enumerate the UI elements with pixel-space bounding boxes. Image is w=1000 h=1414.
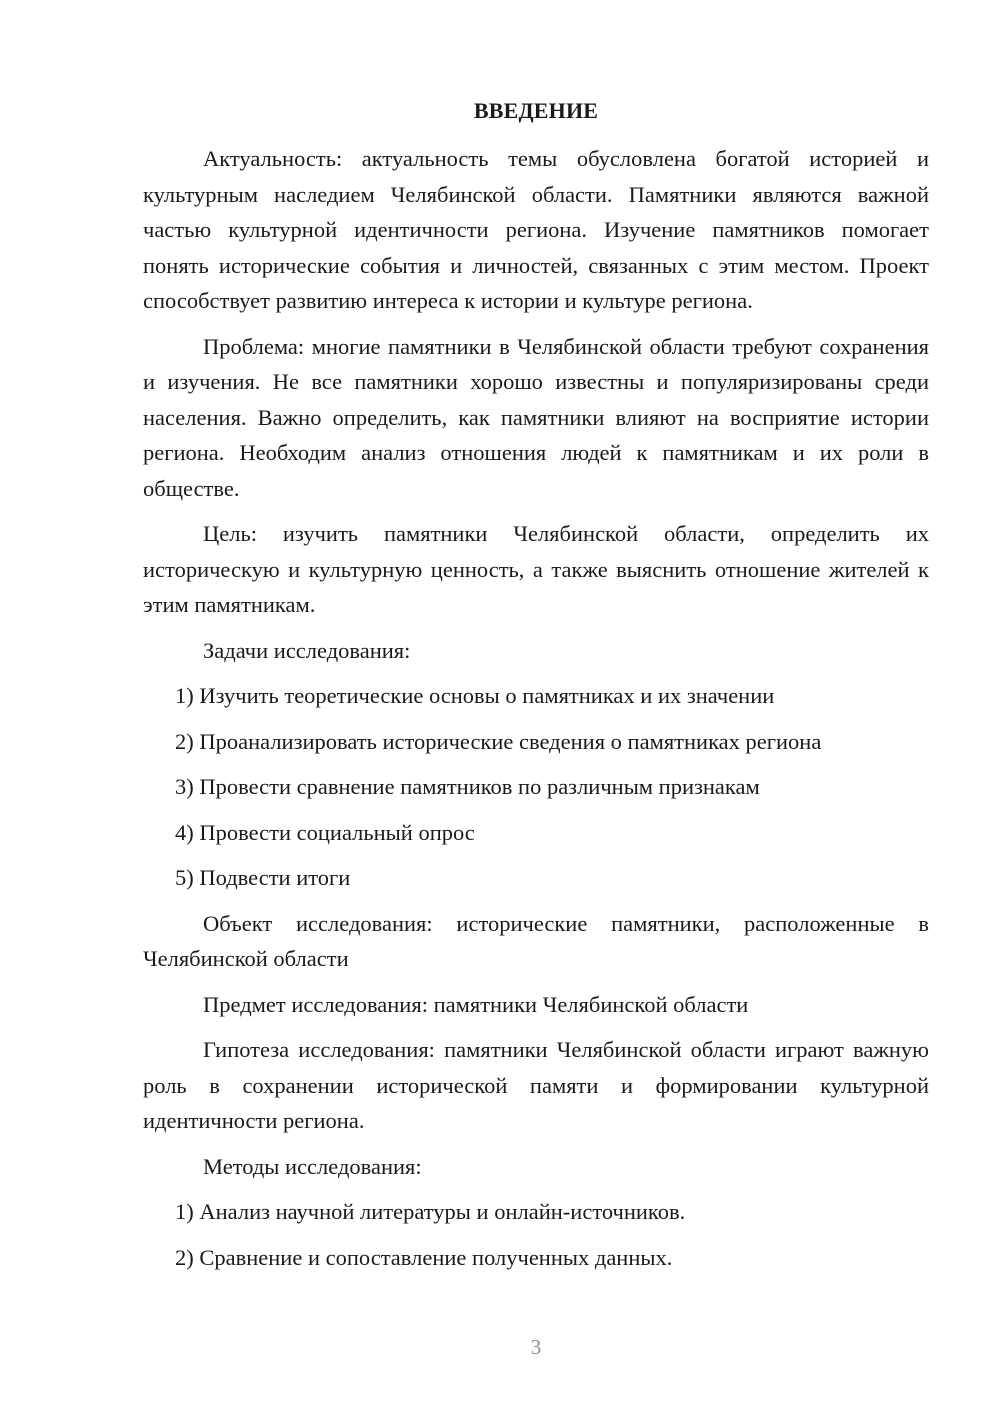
page-title: ВВЕДЕНИЕ bbox=[473, 98, 599, 123]
problem-paragraph: Проблема: многие памятники в Челябинской области требуют сохранения и изучения. Не все памятники хорошо известны и популяризированы среди населения. Важно определить, как памятники влияют на восприятие истории региона. Необходим анализ отношения людей к памятникам и их роли в обществе. bbox=[143, 333, 929, 501]
tasks-heading: Задачи исследования: bbox=[203, 637, 411, 663]
subject-paragraph: Предмет исследования: памятники Челябинской области bbox=[203, 991, 749, 1017]
method-item: 1) Анализ научной литературы и онлайн-источников. bbox=[175, 1199, 686, 1224]
object-paragraph: Объект исследования: исторические памятники, расположенные в Челябинской области bbox=[143, 910, 929, 971]
method-item: 2) Сравнение и сопоставление полученных данных. bbox=[175, 1244, 673, 1270]
page-number: 3 bbox=[530, 1335, 542, 1359]
relevance-paragraph: Актуальность: актуальность темы обусловлена богатой историей и культурным наследием Челябинской области. Памятники являются важной частью культурной идентичности региона. Изучение памятников помогает понять исторические события и личностей, связанных с этим местом. Проект способствует развитию интереса к истории и культуре региона. bbox=[143, 146, 929, 313]
hypothesis-paragraph: Гипотеза исследования: памятники Челябинской области играют важную роль в сохранении исторической памяти и формировании культурной идентичности региона. bbox=[143, 1037, 929, 1133]
task-item: 1) Изучить теоретические основы о памятниках и их значении bbox=[175, 683, 775, 708]
task-item: 2) Проанализировать исторические сведения о памятниках региона bbox=[175, 728, 822, 754]
goal-paragraph: Цель: изучить памятники Челябинской области, определить их историческую и культурную ценность, а также выяснить отношение жителей к этим памятникам. bbox=[143, 521, 929, 617]
methods-heading: Методы исследования: bbox=[203, 1153, 422, 1179]
document-body bbox=[143, 141, 929, 1285]
task-item: 4) Провести социальный опрос bbox=[175, 819, 475, 845]
task-item: 5) Подвести итоги bbox=[175, 865, 351, 890]
task-item: 3) Провести сравнение памятников по различным признакам bbox=[175, 774, 760, 799]
